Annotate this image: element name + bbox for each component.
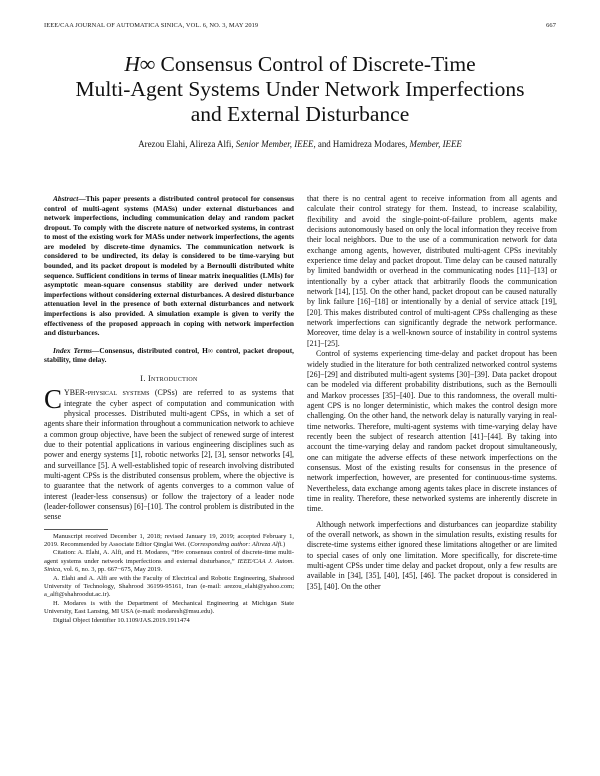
footnote-affiliation-1: A. Elahi and A. Alfi are with the Faculty of Electrical and Robotic Engineering, Shahrood University of Technology, Shahrood 36199-95161, Iran (e-mail: arezou_elahi@yahoo.com; a_alfi@shahroodut.ac.ir).	[44, 574, 294, 599]
paper-title	[40, 52, 560, 127]
left-column	[44, 194, 294, 625]
authors-part-1: Arezou Elahi, Alireza Alfi,	[138, 139, 236, 149]
drop-cap: C	[44, 384, 63, 415]
intro-text: (CPSs) are referred to as systems that integrate the cyber aspect of computation and communication with physical processes. Distributed multi-agent CPSs, in which a set of agents share their information throughout a communication network to achieve a common group objective, have been the subject of renewed surge of interest due to their potential applications in various engineering disciplines such as power and energy systems [1], robotic networks [2], [3], sensor networks [4], and surveillance [5]. A well-established topic of research involving distributed multi-agent CPSs is the distributed consensus problem, where the objective is to guarantee that the network of agents converges to a common value of interest (leader-less consensus) or follow the trajectory of a leader node (leader-follower consensus) [6]−[10]. The control problem is distributed in the sense	[44, 388, 294, 522]
running-head	[44, 22, 556, 32]
author-list	[30, 139, 570, 149]
right-paragraph-3: Although network imperfections and disturbances can jeopardize stability of the overall network, as shown in the simulation results, existing results for discrete-time systems either ignored these limitations altogether or are limited to special cases of only one limitation. More specifically, for discrete-time multi-agent CPSs under time delay and packet dropout, only a few results are available in [34], [35], [40], [45], [46]. The packet dropout is considered in [35], [40]. On the other	[307, 519, 557, 591]
section-title: Introduction	[148, 373, 198, 383]
footnote-doi: Digital Object Identifier 10.1109/JAS.2019.1911474	[53, 616, 190, 624]
abstract-text: —This paper presents a distributed control protocol for consensus control of multi-agent systems (MASs) under external disturbances and network imperfections, including communication delay and random packet dropout. To comply with the discrete nature of networked systems, in contrast to most of the existing work for MASs under network imperfections, the agents are modeled by discrete-time dynamics. The communication network is considered to be undirected, its delay is considered to be time-varying but bounded, and its packet dropout is modeled by a Bernoulli distributed white sequence. Sufficient conditions in terms of linear matrix inequalities (LMIs) for asymptotic mean-square consensus stability are derived under network imperfections without considering external disturbances. A desired disturbance attenuation level in the presence of both external disturbances and network imperfections is also provided. A simulation example is given to verify the effectiveness of the proposed approach in coping with network imperfection and disturbances.	[44, 194, 294, 338]
footnote-received-end: )	[282, 541, 286, 549]
right-paragraph-1: that there is no central agent to receive information from all agents and calculate their control strategy for them. Instead, to increase scalability, flexibility and avoid the single-point-of-failure problem, agents make decisions autonomously based on only the local information they receive from their local neighbors. Due to the use of a communication network for data exchange among agents, however, distributed multi-agent CPSs inevitably experience time delay and packet dropout. Time delay can be caused naturally by limited bandwidth or overhead in the communicating nodes [11]−[13] or intentionally by a cyber attack that arbitrarily floods the communication network [14], [15]. On the other hand, packet dropout can be caused naturally by link failure [16]−[18] or intentionally by a denial of service attack [19], [20]. This makes distributed control of multi-agent CPSs challenging as these network imperfections can significantly degrade the network performance. Moreover, time delay is a well-known source of instability in control systems [21]−[25].	[307, 194, 557, 348]
footnote-citation	[44, 549, 294, 574]
journal-header: IEEE/CAA JOURNAL OF AUTOMATICA SINICA, VOL. 6, NO. 3, MAY 2019	[44, 22, 259, 29]
page-number: 667	[546, 22, 556, 29]
footnote-rule	[44, 529, 108, 530]
footnote-corresponding: Corresponding author: Alireza Alfi.	[190, 541, 283, 549]
citation-end: , vol. 6, no. 3, pp. 667−675, May 2019.	[60, 566, 163, 574]
author-role-2: Member, IEEE	[409, 139, 462, 149]
footnote-received	[44, 533, 294, 550]
intro-first-word: YBER-physical systems	[64, 388, 150, 398]
author-role-1: Senior Member, IEEE	[235, 139, 314, 149]
authors-part-2: , and Hamidreza Modares,	[313, 139, 410, 149]
citation-start: Citation: A. Elahi, A. Alfi, and H. Modares, “H∞ consensus control of discrete-time multi-agent systems under network imperfections and external disturbance,”	[44, 549, 294, 565]
index-terms-lead: Index Terms	[53, 345, 93, 355]
index-terms-text: —Consensus, distributed control, H∞ control, packet dropout, stability, time delay.	[44, 345, 294, 365]
index-terms	[44, 346, 294, 365]
title-line-3: and External Disturbance	[190, 102, 410, 126]
abstract-lead: Abstract	[53, 194, 79, 203]
right-paragraph-2: Control of systems experiencing time-delay and packet dropout has been widely studied in the literature for both centralized networked control systems [26]−[29] and distributed multi-agent systems [30]−[39]. Data packet dropout can be modeled via different probability distributions, such as the Bernoulli and Markov processes [35]−[40]. Due to this randomness, the overall multi-agent CPS is no longer deterministic, which makes the control design more challenging. On the other hand, the network delay is naturally varying in real-time networks. Therefore, multi-agent systems with time-varying delay have recently been the subject of research attention [41]−[44]. By taking into account the time-varying delay and random packet dropout simultaneously, one can mitigate the adverse effects of these network imperfections on the consensus. Most of the existing results for consensus in the presence of network imperfection, however, are presented for continuous-time systems. Nevertheless, data exchange among agents takes place in discrete instances of time in reality. Therefore, these networked systems are inherently discrete in time.	[307, 349, 557, 514]
intro-paragraph	[44, 384, 294, 522]
abstract	[44, 194, 294, 338]
citation-journal: IEEE/CAA J. Autom. Sinica	[44, 557, 295, 574]
footnote-affiliation-2: H. Modares is with the Department of Mechanical Engineering at Michigan State University, East Lansing, MI USA (e-mail: modaresh@msu.edu).	[44, 599, 294, 616]
right-column	[307, 194, 557, 592]
title-line-1	[40, 52, 560, 77]
title-line-1-text: Consensus Control of Discrete-Time	[155, 52, 476, 76]
section-heading-introduction	[44, 374, 294, 384]
footnote-received-text: Manuscript received December 1, 2018; revised January 19, 2019; accepted February 1, 2019. Recommended by Associate Editor Qinglai Wei. (	[44, 532, 294, 549]
section-number: I.	[140, 373, 146, 383]
title-h-infinity: H∞	[124, 52, 156, 76]
title-line-2: Multi-Agent Systems Under Network Imperfections	[75, 77, 525, 101]
